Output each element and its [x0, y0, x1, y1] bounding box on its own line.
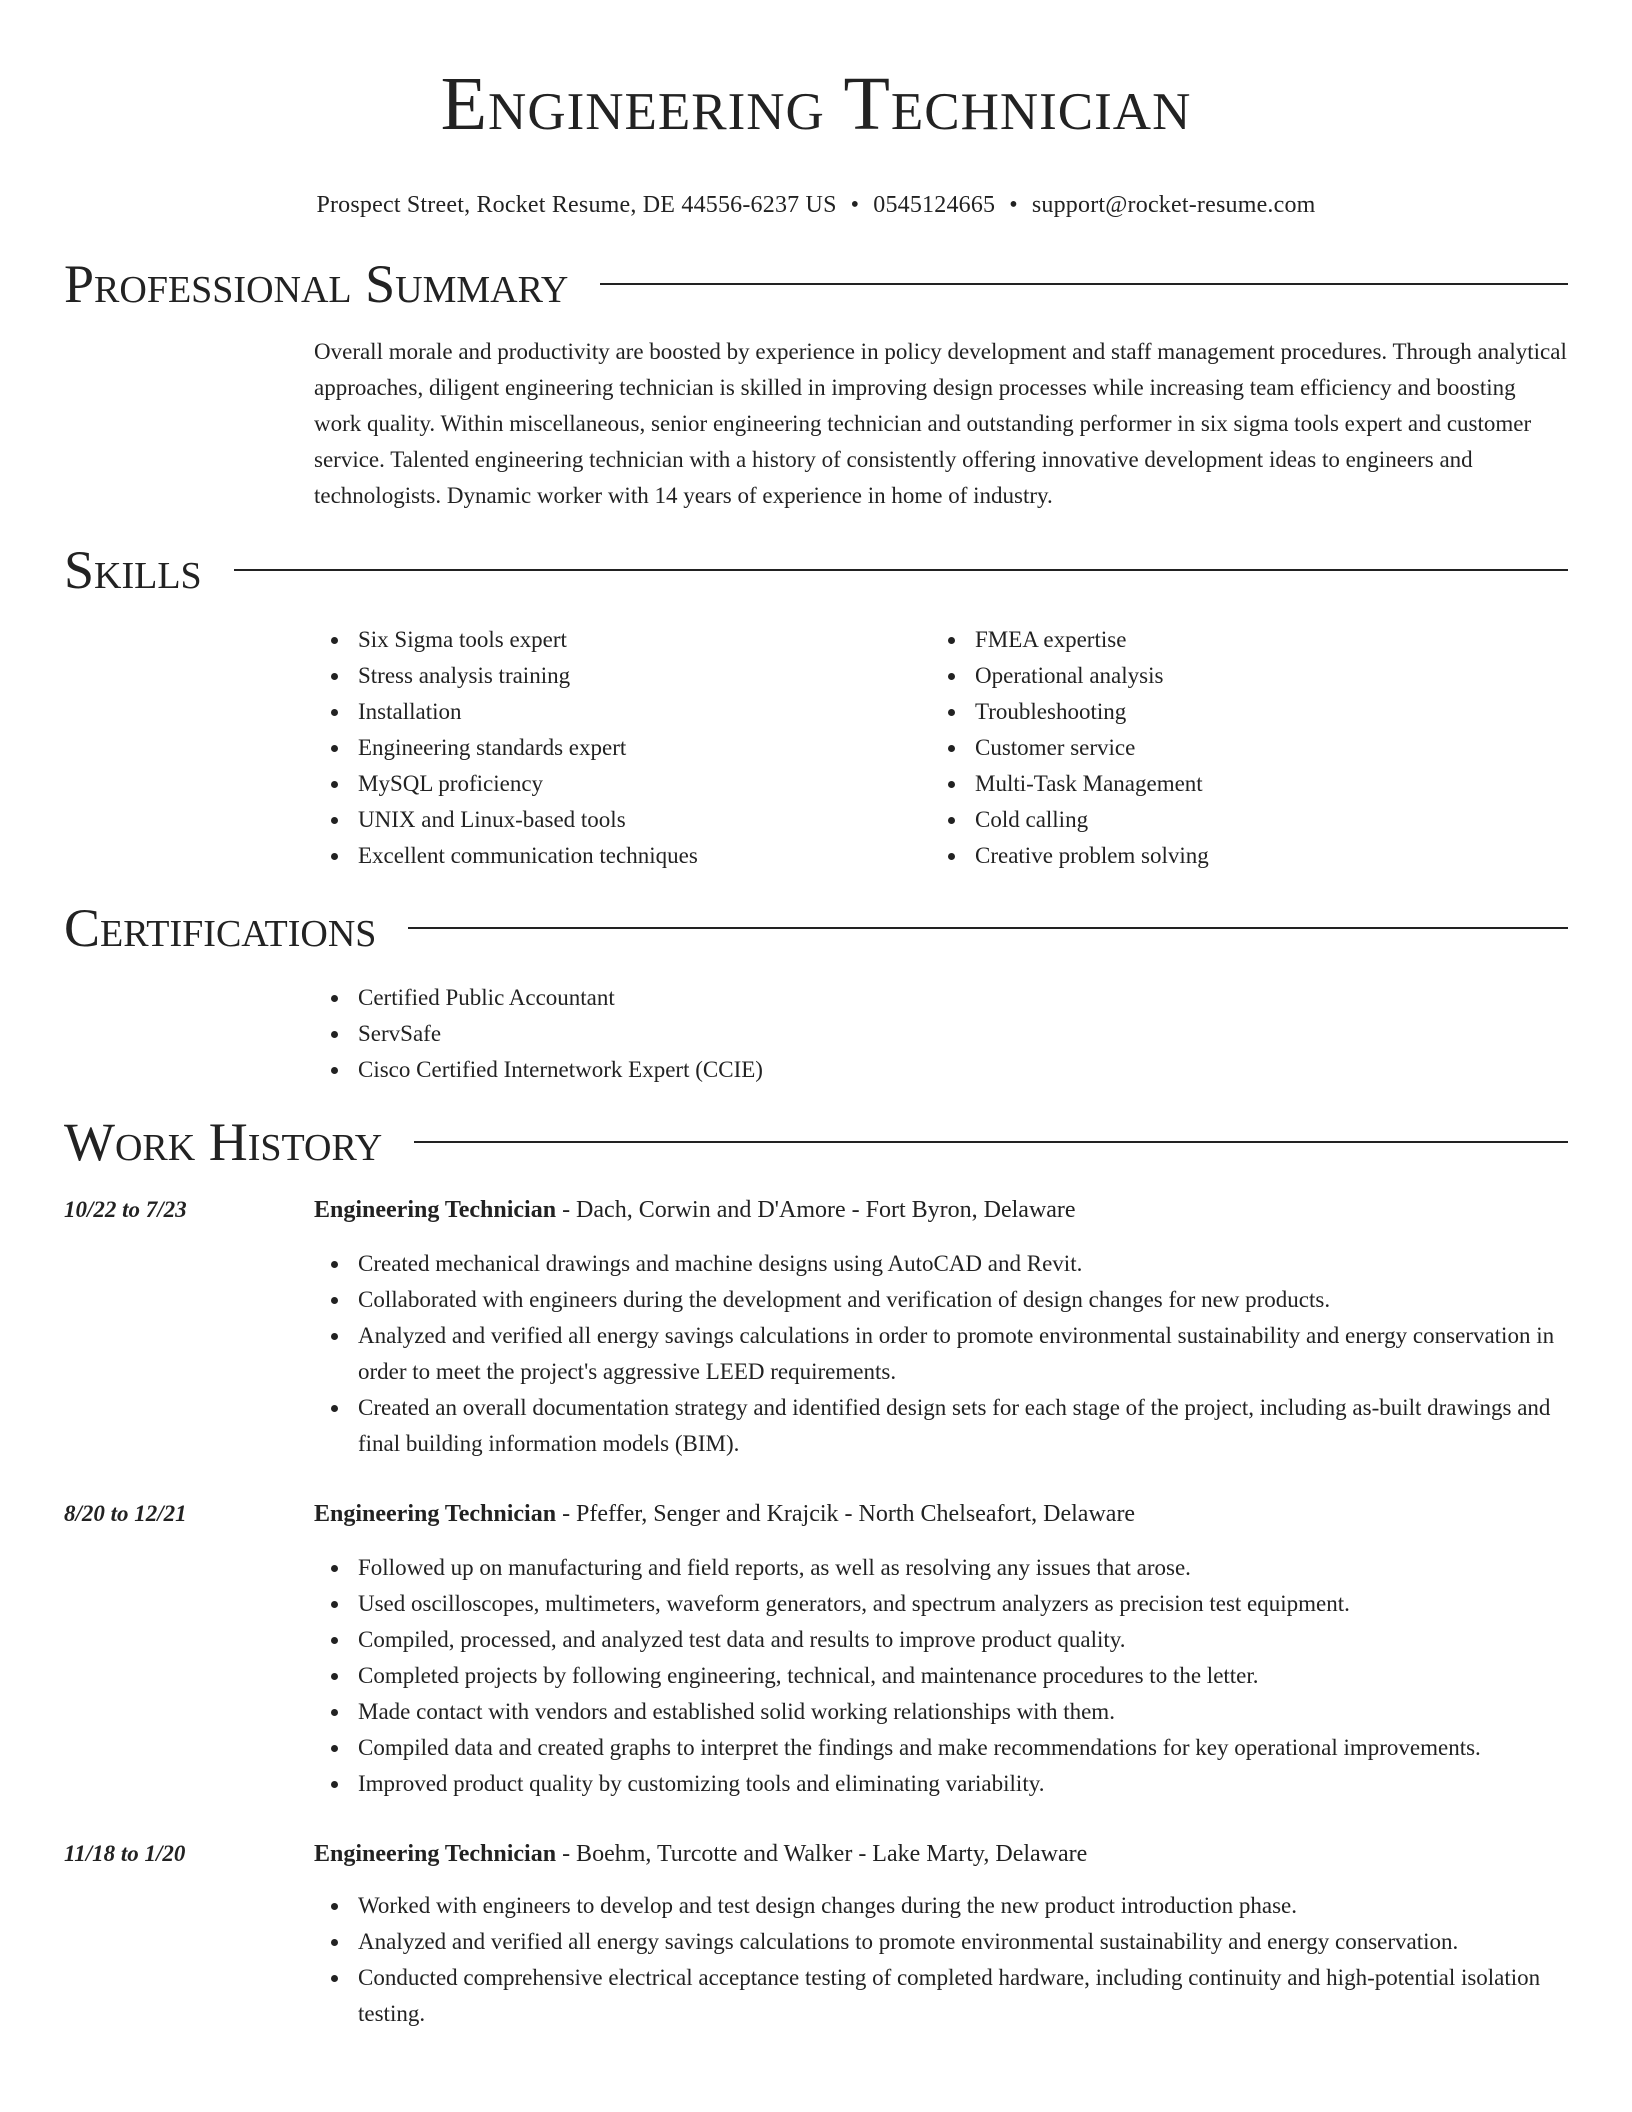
- job-heading: [314, 1836, 1568, 1872]
- contact-line: [64, 190, 1568, 220]
- skills-section-header: [64, 540, 1568, 600]
- contact-separator: •: [1009, 192, 1018, 218]
- job-bullet: Worked with engineers to develop and test design changes during the new product introduction phase.: [358, 1888, 1568, 1924]
- work-title: Work History: [64, 1112, 383, 1172]
- job-heading: [314, 1192, 1568, 1228]
- job-bullet: Collaborated with engineers during the development and verification of design changes for new products.: [358, 1282, 1568, 1318]
- skill-item: Customer service: [975, 730, 1548, 766]
- job-bullet: Compiled, processed, and analyzed test data and results to improve product quality.: [358, 1622, 1568, 1658]
- job-bullet: Followed up on manufacturing and field reports, as well as resolving any issues that arose.: [358, 1550, 1568, 1586]
- job-dates: 11/18 to 1/20: [64, 1841, 186, 1866]
- contact-address: Prospect Street, Rocket Resume, DE 44556-6237 US: [316, 192, 837, 218]
- skill-item: UNIX and Linux-based tools: [358, 802, 931, 838]
- certifications-title: Certifications: [64, 898, 377, 958]
- section-divider: [234, 569, 1568, 571]
- candidate-name: Engineering Technician: [440, 62, 1192, 146]
- section-divider: [414, 1141, 1568, 1143]
- certifications-section-header: [64, 898, 1568, 958]
- skill-item: FMEA expertise: [975, 622, 1548, 658]
- job-entry: [64, 1192, 1568, 1462]
- summary-text: Overall morale and productivity are boosted by experience in policy development and staff management procedures. Through analytical approaches, diligent engineering technician is skilled in improving design processes while increasing team efficiency and boosting work quality. Within miscellaneous, senior engineering technician and outstanding performer in six sigma tools expert and customer service. Talented engineering technician with a history of consistently offering innovative development ideas to engineers and technologists. Dynamic worker with 14 years of experience in home of industry.: [314, 339, 1567, 508]
- job-bullet: Analyzed and verified all energy savings calculations to promote environmental sustainability and energy conservation.: [358, 1924, 1568, 1960]
- skills-grid: [314, 622, 1568, 874]
- job-details: - Dach, Corwin and D'Amore - Fort Byron, Delaware: [556, 1197, 1076, 1223]
- job-bullet: Analyzed and verified all energy savings calculations in order to promote environmental sustainability and energy conservation in order to meet the project's aggressive LEED requirements.: [358, 1318, 1568, 1390]
- certifications-section: [314, 980, 1568, 1088]
- skill-item: Cold calling: [975, 802, 1548, 838]
- section-divider: [408, 927, 1568, 929]
- contact-phone: 0545124665: [873, 192, 996, 218]
- job-details: - Pfeffer, Senger and Krajcik - North Chelseafort, Delaware: [556, 1501, 1136, 1527]
- certification-item: ServSafe: [358, 1016, 1568, 1052]
- job-body: [314, 1496, 1568, 1802]
- contact-email[interactable]: support@rocket-resume.com: [1031, 192, 1316, 218]
- skill-item: Installation: [358, 694, 931, 730]
- summary-section-header: [64, 254, 1568, 314]
- skill-item: Operational analysis: [975, 658, 1548, 694]
- job-details: - Boehm, Turcotte and Walker - Lake Marty, Delaware: [556, 1841, 1088, 1867]
- work-section-header: [64, 1112, 1568, 1172]
- job-entry: [64, 1836, 1568, 2032]
- skill-item: Troubleshooting: [975, 694, 1548, 730]
- job-role: Engineering Technician: [314, 1197, 557, 1223]
- skill-item: Engineering standards expert: [358, 730, 931, 766]
- job-bullet: Made contact with vendors and established solid working relationships with them.: [358, 1694, 1568, 1730]
- resume-page: [64, 0, 1568, 2032]
- certification-item: Certified Public Accountant: [358, 980, 1568, 1016]
- contact-separator: •: [850, 192, 860, 218]
- job-bullet: Conducted comprehensive electrical acceptance testing of completed hardware, including continuity and high-potential isolation testing.: [358, 1960, 1568, 2032]
- skill-item: Multi-Task Management: [975, 766, 1548, 802]
- job-role: Engineering Technician: [314, 1841, 557, 1867]
- job-role: Engineering Technician: [314, 1501, 557, 1527]
- skill-item: Creative problem solving: [975, 838, 1548, 874]
- skills-column-left: [314, 622, 931, 874]
- job-body: [314, 1192, 1568, 1462]
- job-bullet: Completed projects by following engineering, technical, and maintenance procedures to the letter.: [358, 1658, 1568, 1694]
- summary-title: Professional Summary: [64, 254, 569, 314]
- job-bullet: Created an overall documentation strategy and identified design sets for each stage of the project, including as-built drawings and final building information models (BIM).: [358, 1390, 1568, 1462]
- job-heading: [314, 1496, 1568, 1532]
- skills-title: Skills: [64, 540, 202, 600]
- job-dates: 10/22 to 7/23: [64, 1197, 187, 1222]
- skill-item: Stress analysis training: [358, 658, 931, 694]
- job-bullet: Improved product quality by customizing tools and eliminating variability.: [358, 1766, 1568, 1802]
- skill-item: Excellent communication techniques: [358, 838, 931, 874]
- job-bullet: Used oscilloscopes, multimeters, waveform generators, and spectrum analyzers as precision test equipment.: [358, 1586, 1568, 1622]
- job-entry: [64, 1496, 1568, 1802]
- skill-item: MySQL proficiency: [358, 766, 931, 802]
- job-dates: 8/20 to 12/21: [64, 1501, 187, 1526]
- certification-item: Cisco Certified Internetwork Expert (CCIE): [358, 1052, 1568, 1088]
- job-bullet: Compiled data and created graphs to interpret the findings and make recommendations for key operational improvements.: [358, 1730, 1568, 1766]
- summary-section: [314, 334, 1568, 514]
- job-bullet: Created mechanical drawings and machine designs using AutoCAD and Revit.: [358, 1246, 1568, 1282]
- section-divider: [600, 283, 1568, 285]
- skill-item: Six Sigma tools expert: [358, 622, 931, 658]
- skills-column-right: [931, 622, 1548, 874]
- job-body: [314, 1836, 1568, 2032]
